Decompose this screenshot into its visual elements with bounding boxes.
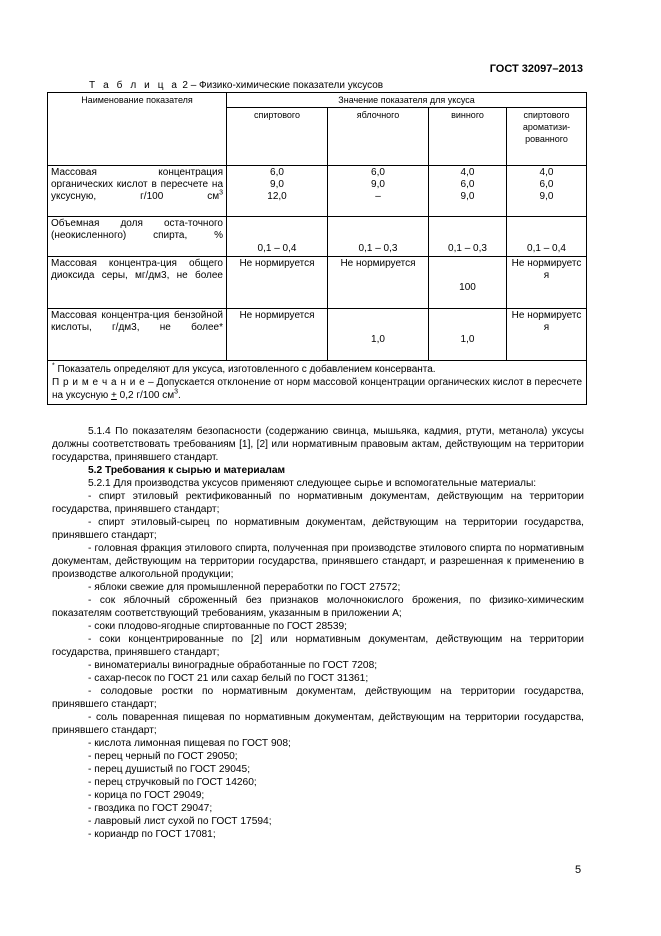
list-item: - соки плодово-ягодные спиртованные по ГОСТ 28539; (88, 621, 348, 632)
table-caption-text: 2 – Физико-химические показатели уксусов (179, 80, 384, 91)
section-heading-5-2: 5.2 Требования к сырью и материалам (88, 465, 286, 476)
cell-value: 6,0 9,0 – (328, 166, 429, 217)
paragraph-5-1-4: 5.1.4 По показателям безопасности (содержанию свинца, мышьяка, кадмия, ртути, метанола) уксусы должны соответствовать требованиям [1], [2] или нормативным правовым актам, действующим на территории государства, принявшего стандарт. (52, 426, 584, 463)
subheader-spirit-aromatized: спиртового ароматизи-рованного (507, 108, 587, 166)
table-row (48, 166, 587, 217)
table-footnote-row (48, 361, 587, 405)
cell-value: 0,1 – 0,4 (507, 217, 587, 257)
table-row (48, 309, 587, 361)
paragraph-5-2-1: 5.2.1 Для производства уксусов применяют следующее сырье и вспомогательные материалы: (88, 478, 537, 489)
cell-value: 0,1 – 0,4 (227, 217, 328, 257)
table-footnote: * Показатель определяют для уксуса, изготовленного с добавлением консерванта. П р и м е ч а н и е – Допускается отклонение от норм массовой концентрации органических кислот в пересчете на уксусную + 0,2 г/100 $см^3$. (48, 361, 587, 405)
cell-value: 4,0 6,0 9,0 (429, 166, 507, 217)
list-item: - виноматериалы виноградные обработанные по ГОСТ 7208; (88, 660, 378, 671)
list-item: - спирт этиловый-сырец по нормативным документам, действующим на территории государства, принявшего стандарт; (52, 517, 584, 541)
subheader-apple: яблочного (328, 108, 429, 166)
table-row (48, 257, 587, 309)
cell-value: 6,0 9,0 12,0 (227, 166, 328, 217)
cell-value: Не нормируется (227, 309, 328, 361)
list-item: - перец стручковый по ГОСТ 14260; (88, 777, 257, 788)
table-caption-prefix: Т а б л и ц а (89, 80, 180, 91)
document-header: ГОСТ 32097–2013 (489, 63, 583, 75)
list-item: - соль поваренная пищевая по нормативным документам, действующим на территории государства, принявшего стандарт; (52, 712, 584, 736)
cell-value: Не нормируется (227, 257, 328, 309)
page-number: 5 (575, 864, 582, 876)
subheader-spirit: спиртового (227, 108, 328, 166)
list-item: - корица по ГОСТ 29049; (88, 790, 205, 801)
row-name: Массовая концентра-ция общего диоксида серы, мг/дм3, не более (48, 257, 227, 309)
row-name: Массовая концентрация органических кислот в пересчете на уксусную, г/100 $см^3$ (48, 166, 227, 217)
list-item: - сахар-песок по ГОСТ 21 или сахар белый по ГОСТ 31361; (88, 673, 369, 684)
cell-value: 4,0 6,0 9,0 (507, 166, 587, 217)
subheader-wine: винного (429, 108, 507, 166)
cell-value: 0,1 – 0,3 (429, 217, 507, 257)
list-item: - кориандр по ГОСТ 17081; (88, 829, 216, 840)
cell-value: 0,1 – 0,3 (328, 217, 429, 257)
list-item: - яблоки свежие для промышленной переработки по ГОСТ 27572; (88, 582, 401, 593)
list-item: - лавровый лист сухой по ГОСТ 17594; (88, 816, 272, 827)
cell-value: 1,0 (328, 309, 429, 361)
list-item: - перец черный по ГОСТ 29050; (88, 751, 238, 762)
list-item: - перец душистый по ГОСТ 29045; (88, 764, 251, 775)
table-caption (89, 80, 383, 91)
list-item: - соки концентрированные по [2] или нормативным документам, действующим на территории государства, принявшего стандарт; (52, 634, 584, 658)
list-item: - гвоздика по ГОСТ 29047; (88, 803, 213, 814)
table-row (48, 217, 587, 257)
row-name: Объемная доля оста-точного (неокисленного) спирта, % (48, 217, 227, 257)
list-item: - кислота лимонная пищевая по ГОСТ 908; (88, 738, 291, 749)
cell-value: Не нормируется (328, 257, 429, 309)
cell-value: 1,0 (429, 309, 507, 361)
list-item: - солодовые ростки по нормативным документам, действующим на территории государства, принявшего стандарт; (52, 686, 584, 710)
document-body (52, 425, 584, 841)
cell-value: 100 (429, 257, 507, 309)
header-indicator-value: Значение показателя для уксуса (227, 93, 587, 108)
list-item: - спирт этиловый ректификованный по нормативным документам, действующим на территории государства, принявшего стандарт; (52, 491, 584, 515)
list-item: - головная фракция этилового спирта, полученная при производстве этилового спирта по нормативным документам, действующим на территории государства, принявшего стандарт, и разрешенная к применению в производстве алкогольной продукции; (52, 543, 584, 580)
cell-value: Не нормируетс я (507, 309, 587, 361)
header-indicator-name: Наименование показателя (48, 93, 227, 166)
list-item: - сок яблочный сброженный без признаков молочнокислого брожения, по физико-химическим показателям соответствующий требованиям, указанным в приложении А; (52, 595, 584, 619)
cell-value: Не нормируетс я (507, 257, 587, 309)
row-name: Массовая концентра-ция бензойной кислоты, г/дм3, не более* (48, 309, 227, 361)
physico-chemical-table (47, 92, 587, 405)
